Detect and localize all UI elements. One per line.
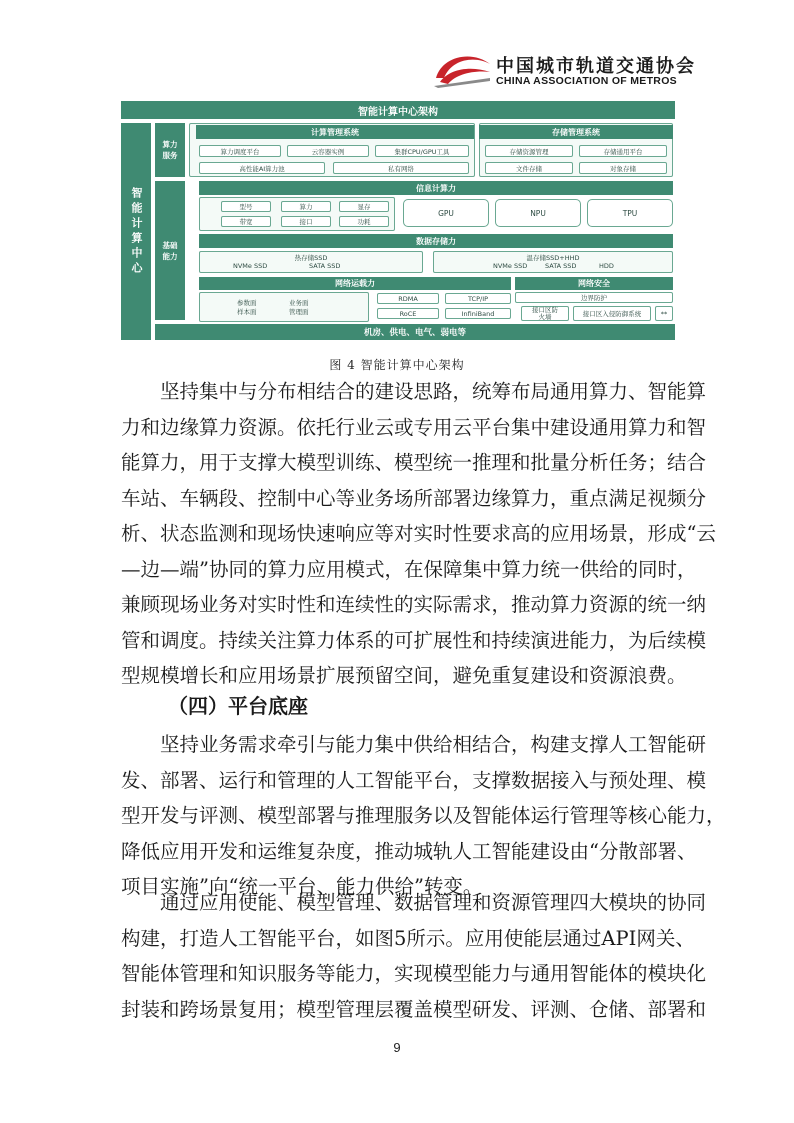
text-line: 发、部署、运行和管理的人工智能平台，支撑数据接入与预处理、模: [121, 768, 707, 792]
protocol-item: TCP/IP: [445, 293, 511, 304]
org-name-en: CHINA ASSOCIATION OF METROS: [496, 75, 677, 87]
text-line: 构建，打造人工智能平台，如图5所示。应用使能层通过API网关、: [121, 926, 695, 950]
info-spec-item: 显存: [339, 201, 389, 212]
info-spec-item: 算力: [281, 201, 331, 212]
protocol-item: RDMA: [377, 293, 439, 304]
warm-storage-item: SATA SSD: [545, 262, 577, 270]
storage-item: 文件存储: [485, 162, 573, 174]
chip-gpu: GPU: [403, 199, 489, 227]
paragraph: [121, 374, 716, 694]
info-spec-item: 带宽: [221, 216, 271, 227]
info-compute-title: 信息计算力: [199, 181, 673, 195]
page-number: 9: [393, 1040, 401, 1055]
mgmt-item: 云容器实例: [287, 145, 369, 157]
network-plane-panel: [199, 292, 369, 322]
hot-storage-item: SATA SSD: [309, 262, 341, 270]
info-spec-item: 型号: [221, 201, 271, 212]
hot-storage-item: NVMe SSD: [233, 262, 268, 270]
text-line: 兼顾现场业务对实时性和连续性的实际需求，推动算力资源的统一纳: [121, 593, 707, 616]
chip-tpu: TPU: [587, 199, 673, 227]
text-line: 型开发与评测、模型部署与推理服务以及智能体运行管理等核心能力，: [121, 804, 726, 827]
basic-capability-label: 基础能力: [155, 181, 185, 320]
warm-storage-title: 温存储SSD+HHD: [526, 254, 580, 262]
network-plane-item: 参数面: [237, 299, 257, 307]
mgmt-item: 私有网络: [333, 162, 469, 174]
text-line: 能算力，用于支撑大模型训练、模型统一推理和批量分析任务；结合: [121, 451, 707, 474]
chip-npu: NPU: [495, 199, 581, 227]
text-line: 封装和跨场景复用；模型管理层覆盖模型研发、评测、仓储、部署和: [121, 997, 707, 1021]
info-spec-item: 接口: [281, 216, 331, 227]
storage-item: 对象存储: [579, 162, 667, 174]
compute-service-label: 算力服务: [155, 123, 185, 177]
text-line: 力和边缘算力资源。依托行业云或专用云平台集中建设通用算力和智: [121, 415, 707, 439]
mgmt-item: 集群CPU/GPU工具: [375, 145, 469, 157]
text-line: —边—端”协同的算力应用模式，在保障集中算力统一供给的同时，: [121, 557, 697, 581]
text-line: 项目实施”向“统一平台、能力供给”转变。: [121, 875, 483, 898]
network-plane-item: 样本面: [237, 308, 257, 316]
security-title: 网络安全: [515, 277, 673, 290]
text-line: 坚持集中与分布相结合的建设思路，统筹布局通用算力、智能算: [160, 380, 707, 403]
storage-item: 存储通用平台: [579, 145, 667, 157]
security-item: 边界防护: [515, 292, 673, 303]
text-line: 型规模增长和应用场景扩展预留空间，避免重复建设和资源浪费。: [121, 664, 687, 687]
warm-storage-item: HDD: [599, 262, 614, 270]
figure-bottom-bar: 机房、供电、电气、弱电等: [155, 324, 675, 340]
mgmt-item: 高性能AI算力池: [199, 162, 325, 174]
data-storage-title: 数据存储力: [199, 234, 673, 248]
protocol-item: RoCE: [377, 308, 439, 319]
paragraph: [121, 727, 726, 905]
storage-item: 存储资源管理: [485, 145, 573, 157]
metro-emblem-icon: [432, 48, 492, 88]
storage-mgmt-title: 存储管理系统: [479, 125, 673, 139]
text-line: 坚持业务需求牵引与能力集中供给相结合，构建支撑人工智能研: [160, 733, 707, 756]
text-line: 析、状态监测和现场快速响应等对实时性要求高的应用场景，形成“云: [121, 522, 716, 545]
warm-storage-item: NVMe SSD: [493, 262, 528, 270]
association-logo: [432, 48, 696, 94]
paragraph: [121, 885, 707, 1027]
section-heading: （四）平台底座: [168, 694, 308, 718]
figure-left-label: 智能计算中心: [121, 123, 151, 340]
text-line: 车站、车辆段、控制中心等业务场所部署边缘算力，重点满足视频分: [121, 486, 707, 510]
org-name-cn: 中国城市轨道交通协会: [496, 56, 696, 77]
architecture-figure: [121, 101, 675, 342]
protocol-item: InfiniBand: [445, 308, 511, 319]
compute-mgmt-title: 计算管理系统: [196, 125, 474, 139]
security-item: 接口区防火墙: [521, 306, 569, 321]
text-line: 通过应用使能、模型管理、数据管理和资源管理四大模块的协同: [160, 891, 707, 914]
text-line: 智能体管理和知识服务等能力，实现模型能力与通用智能体的模块化: [121, 962, 707, 985]
text-line: 降低应用开发和运维复杂度，推动城轨人工智能建设由“分散部署、: [121, 839, 697, 863]
figure-caption: 图 4 智能计算中心架构: [329, 358, 465, 372]
network-plane-item: 管理面: [289, 308, 309, 316]
text-line: 管和调度。持续关注算力体系的可扩展性和持续演进能力，为后续模: [121, 628, 707, 652]
hot-storage-title: 热存储SSD: [294, 254, 328, 262]
figure-title: 智能计算中心架构: [121, 101, 675, 119]
network-title: 网络运载力: [199, 277, 511, 290]
security-item: 接口区入侵防御系统: [573, 306, 651, 321]
security-item: **: [655, 306, 673, 321]
info-spec-item: 功耗: [339, 216, 389, 227]
network-plane-item: 业务面: [289, 299, 309, 307]
mgmt-item: 算力调度平台: [199, 145, 281, 157]
